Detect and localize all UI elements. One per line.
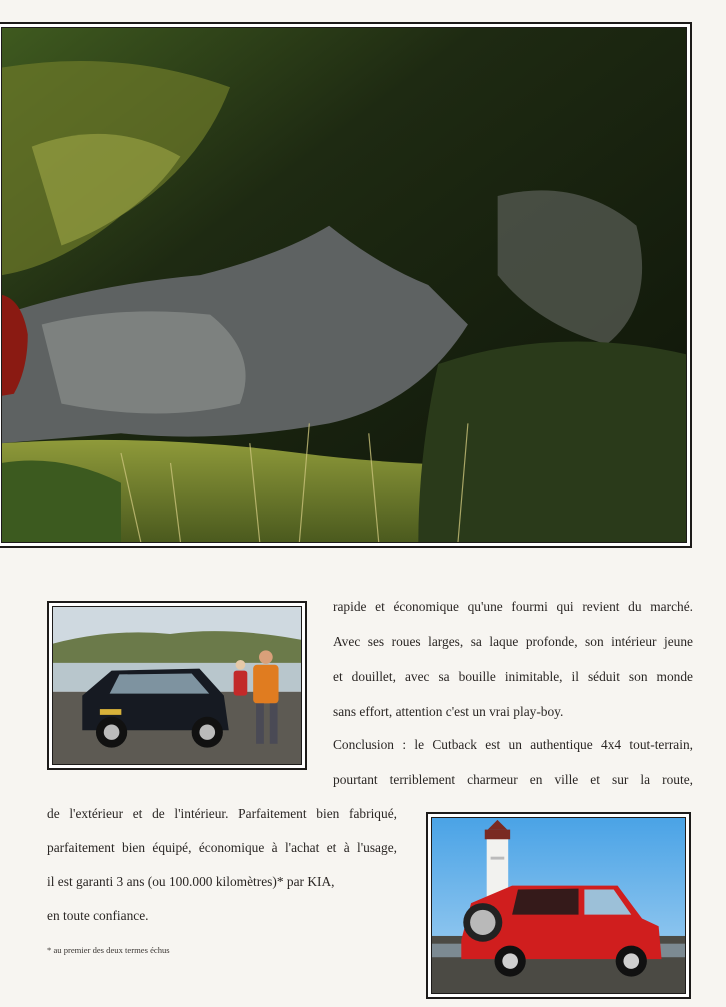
lighthouse-car-photo-image: [432, 818, 685, 993]
lighthouse-car-photo: [426, 812, 691, 999]
body-line-3: et douillet, avec sa bouille inimitable, il séduit son monde: [333, 669, 693, 684]
suv-family-photo: [47, 601, 307, 770]
body-line-2: Avec ses roues larges, sa laque profonde, son intérieur jeune: [333, 634, 693, 649]
body-line-1: rapide et économique qu'une fourmi qui revient du marché.: [333, 599, 693, 614]
body-line-10: en toute confiance.: [47, 908, 149, 923]
body-line-6: pourtant terriblement charmeur en ville et sur la route,: [333, 772, 693, 787]
body-line-7: de l'extérieur et de l'intérieur. Parfaitement bien fabriqué,: [47, 806, 397, 821]
hillside-photo: [0, 22, 692, 548]
body-line-9: il est garanti 3 ans (ou 100.000 kilomètres)* par KIA,: [47, 874, 335, 889]
body-line-4: sans effort, attention c'est un vrai play-boy.: [333, 704, 564, 719]
suv-family-photo-image: [53, 607, 301, 764]
body-line-5: Conclusion : le Cutback est un authentique 4x4 tout-terrain,: [333, 737, 693, 752]
hillside-photo-image: [2, 28, 686, 542]
footnote: * au premier des deux termes échus: [47, 945, 170, 955]
body-line-8: parfaitement bien équipé, économique à l'achat et à l'usage,: [47, 840, 397, 855]
